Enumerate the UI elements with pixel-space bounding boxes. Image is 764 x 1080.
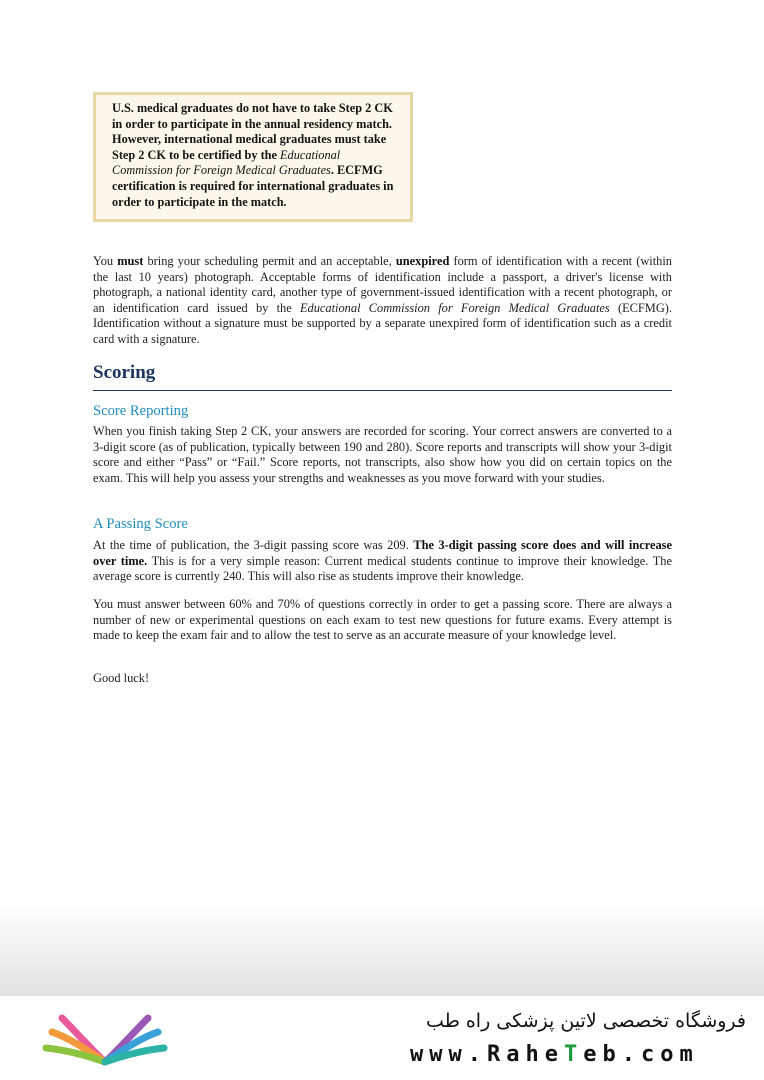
callout-italic: Educational Commission for Foreign Medical Graduates xyxy=(112,147,341,178)
id-text-1: You xyxy=(93,254,118,268)
closing-text: Good luck! xyxy=(93,671,150,685)
id-bold-unexpired: unexpired xyxy=(395,254,450,268)
score-reporting-paragraph: When you finish taking Step 2 CK, your answers are recorded for scoring. Your correct answers are converted to a 3-digit score (as of publication, typically between 190 and 280). Score reports and transcripts will show your 3-digit score and either “Pass” or “Fail.” Score reports, not transcripts, also show how you did on certain topics on the exam. This will help you assess your strengths and weaknesses as you move forward with your studies. xyxy=(93,424,672,485)
callout-box xyxy=(93,92,413,222)
store-name-persian: فروشگاه تخصصی لاتین پزشکی راه طب xyxy=(426,1010,746,1032)
heading-passing-score: A Passing Score xyxy=(93,516,188,532)
url-suffix: eb.com xyxy=(583,1042,699,1067)
identification-paragraph xyxy=(93,254,672,348)
passing-text-2: This is for a very simple reason: Current medical students continue to improve their knowledge. The average score is currently 240. This will also rise as students improve their knowledge. xyxy=(93,553,672,584)
id-text-3: form of identification with a recent (within the last 10 years) photograph. Acceptable forms of identification include a passport, a driver's license with photograph, a national identity card, another type of government-issued identification with a recent photograph, or an identification card issued by the xyxy=(93,254,672,315)
url-highlight: T xyxy=(563,1042,584,1067)
id-bold-must: must xyxy=(117,254,144,268)
footer-shadow xyxy=(0,905,764,997)
passing-text-1: At the time of publication, the 3-digit passing score was 209. xyxy=(93,538,414,552)
passing-score-paragraph xyxy=(93,538,672,585)
percent-paragraph: You must answer between 60% and 70% of questions correctly in order to get a passing score. There are always a number of new or experimental questions on each exam to test new questions for future exams. Every attempt is made to keep the exam fair and to allow the test to serve as an accurate measure of your knowledge level. xyxy=(93,597,672,643)
store-url xyxy=(410,1042,746,1067)
callout-text-1: U.S. medical graduates do not have to take Step 2 CK in order to participate in the annual residency match. However, international medical graduates must take Step 2 CK to be certified by the xyxy=(112,101,393,162)
section-title-scoring: Scoring xyxy=(93,362,672,391)
url-prefix: www.Rahe xyxy=(410,1042,564,1067)
heading-score-reporting: Score Reporting xyxy=(93,403,189,419)
passing-bold: The 3-digit passing score does and will increase over time. xyxy=(93,538,672,568)
id-text-4: (ECFMG). Identification without a signature must be supported by a separate unexpired form of identification such as a credit card with a signature. xyxy=(93,300,672,346)
id-italic-ecfmg: Educational Commission for Foreign Medical Graduates xyxy=(299,300,610,315)
footer-banner xyxy=(0,996,764,1080)
callout-text-2: . ECFMG certification is required for international graduates in order to participate in the match. xyxy=(112,163,394,209)
id-text-2: bring your scheduling permit and an acceptable, xyxy=(143,254,396,268)
open-book-logo-icon xyxy=(40,1008,170,1068)
